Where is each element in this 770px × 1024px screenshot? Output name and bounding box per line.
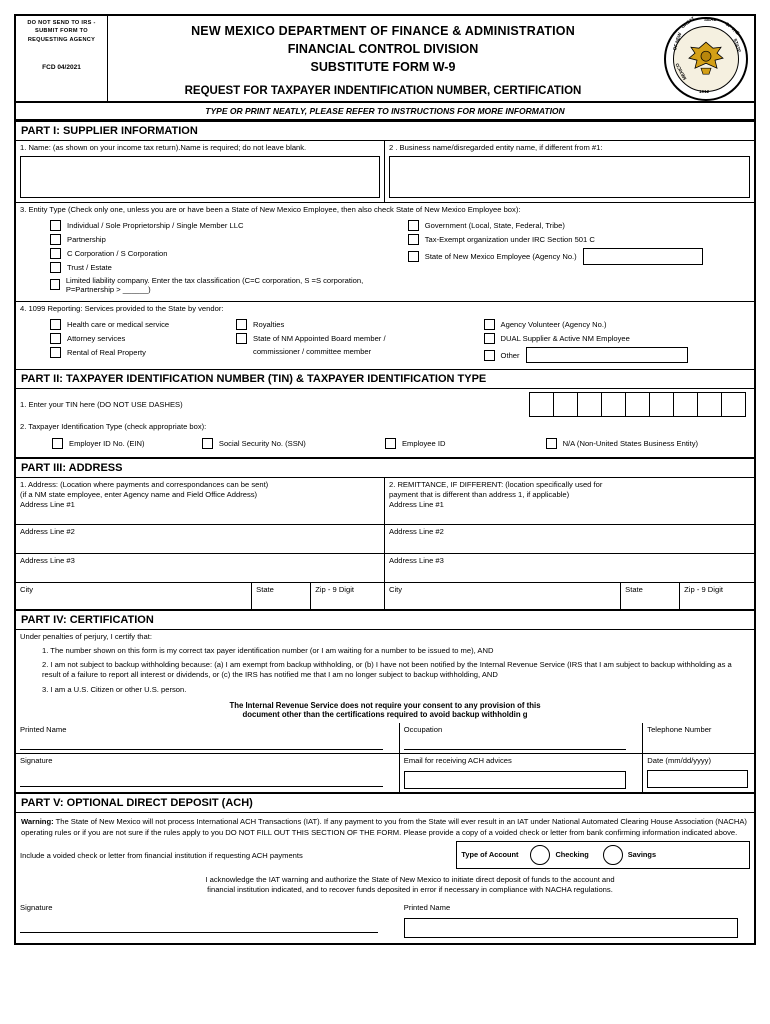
checkbox-icon[interactable]	[408, 251, 419, 262]
address1-line1-label: Address Line #1	[20, 500, 75, 510]
other-input[interactable]	[526, 347, 688, 363]
reporting-option-board-member-cont: commissioner / committee member	[253, 347, 372, 357]
reporting-option-other[interactable]: Other	[484, 347, 754, 363]
ack-line2: financial institution indicated, and to recover funds deposited in error if necessary in compliance with NACHA regulations.	[207, 885, 613, 895]
ach-printed-name-input[interactable]	[404, 918, 738, 938]
address1-zip-label: Zip - 9 Digit	[315, 584, 355, 594]
part3-bar: PART III: ADDRESS	[16, 459, 754, 478]
part2-body	[16, 389, 754, 458]
checking-radio[interactable]	[530, 845, 550, 865]
occupation-input[interactable]	[404, 737, 627, 750]
form-subtitle: REQUEST FOR TAXPAYER INDENTIFICATION NUMBER, CERTIFICATION	[184, 85, 582, 98]
form-header	[16, 16, 754, 103]
business-name-input[interactable]	[389, 156, 750, 198]
ach-warning	[16, 813, 754, 841]
tin-type-ein[interactable]: Employer ID No. (EIN)	[20, 438, 188, 449]
reporting-label: 4. 1099 Reporting: Services provided to the State by vendor:	[20, 304, 224, 314]
header-titles	[108, 16, 658, 101]
tin-cell[interactable]	[625, 392, 650, 417]
entity-option-partnership[interactable]: Partnership	[50, 234, 400, 245]
reporting-option-healthcare[interactable]: Health care or medical service	[50, 319, 230, 330]
entity-option-tax-exempt[interactable]: Tax-Exempt organization under IRC Section 501 C	[408, 234, 754, 245]
address1-line2-label: Address Line #2	[20, 526, 75, 536]
tin-cell[interactable]	[529, 392, 554, 417]
checkbox-icon[interactable]	[385, 438, 396, 449]
checkbox-icon[interactable]	[484, 319, 495, 330]
ach-signature-label: Signature	[20, 903, 53, 913]
address2-state-label: State	[625, 584, 643, 594]
entity-option-corporation[interactable]: C Corporation / S Corporation	[50, 248, 400, 259]
checkbox-icon[interactable]	[50, 220, 61, 231]
address1-head1: 1. Address: (Location where payments and correspondances can be sent)	[20, 479, 269, 489]
reporting-option-board-member[interactable]: State of NM Appointed Board member /	[236, 333, 474, 344]
checkbox-icon[interactable]	[202, 438, 213, 449]
ach-printed-name-label: Printed Name	[403, 903, 451, 913]
reporting-option-attorney[interactable]: Attorney services	[50, 333, 230, 344]
checkbox-icon[interactable]	[50, 234, 61, 245]
savings-radio[interactable]	[603, 845, 623, 865]
certification-item-1: 1. The number shown on this form is my correct tax payer identification number (or I am waiting for a number to be issued to me), AND	[42, 645, 494, 655]
tin-cell[interactable]	[721, 392, 746, 417]
ach-warning-label: Warning:	[21, 816, 54, 826]
address2-line3-label: Address Line #3	[389, 555, 444, 565]
remittance-head2: payment that is different than address 1, if applicable)	[389, 489, 570, 499]
printed-name-label: Printed Name	[20, 724, 67, 734]
tin-type-label: 2. Taxpayer Identification Type (check appropriate box):	[20, 422, 207, 432]
tin-cell[interactable]	[697, 392, 722, 417]
entity-type-label: 3. Entity Type (Check only one, unless you are or have been a State of New Mexico Employee, then also check State of New Mexico Employee box):	[20, 204, 521, 214]
part4-bar: PART IV: CERTIFICATION	[16, 611, 754, 630]
part1-bar: PART I: SUPPLIER INFORMATION	[16, 121, 754, 141]
name-input[interactable]	[20, 156, 380, 198]
form-title: SUBSTITUTE FORM W-9	[310, 60, 456, 75]
date-input[interactable]	[647, 770, 748, 788]
checkbox-icon[interactable]	[408, 220, 419, 231]
reporting-option-rental[interactable]: Rental of Real Property	[50, 347, 230, 358]
entity-option-llc[interactable]: Limited liability company. Enter the tax classification (C=C corporation, S =S corporation, P=Partnership > ______)	[50, 276, 400, 294]
entity-option-nm-employee[interactable]: State of New Mexico Employee (Agency No.)	[408, 248, 754, 265]
part4-body	[16, 630, 754, 794]
tin-input-group[interactable]	[530, 392, 746, 417]
tin-cell[interactable]	[649, 392, 674, 417]
reporting-option-dual-supplier[interactable]: DUAL Supplier & Active NM Employee	[484, 333, 754, 344]
email-label: Email for receiving ACH advices	[403, 755, 512, 765]
business-name-label: 2 . Business name/disregarded entity name, if different from #1:	[389, 143, 603, 153]
entity-type-block	[16, 203, 754, 302]
voided-check-text: Include a voided check or letter from financial institution if requesting ACH payments	[20, 850, 303, 860]
reporting-block	[16, 302, 754, 369]
checkbox-icon[interactable]	[236, 319, 247, 330]
tin-type-employee-id[interactable]: Employee ID	[385, 438, 546, 449]
reporting-option-volunteer[interactable]: Agency Volunteer (Agency No.)	[484, 319, 754, 330]
address1-state-label: State	[256, 584, 274, 594]
ach-signature-input[interactable]	[20, 924, 378, 933]
address1-head2: (if a NM state employee, enter Agency name and Field Office Address)	[20, 489, 258, 499]
checkbox-icon[interactable]	[546, 438, 557, 449]
irs-notice-line1: The Internal Revenue Service does not require your consent to any provision of this	[229, 700, 541, 710]
state-seal-icon: GREAT SEAL OF THE STATE OF NEW MEXICO 1912	[664, 17, 748, 101]
certification-intro: Under penalties of perjury, I certify that:	[20, 631, 152, 641]
tin-label: 1. Enter your TIN here (DO NOT USE DASHES)	[20, 399, 183, 409]
checkbox-icon[interactable]	[50, 248, 61, 259]
part3-body	[16, 478, 754, 611]
signature-input[interactable]	[20, 778, 383, 787]
address2-city-label: City	[388, 584, 403, 594]
form-tagline: TYPE OR PRINT NEATLY, PLEASE REFER TO INSTRUCTIONS FOR MORE INFORMATION	[16, 103, 754, 121]
tin-cell[interactable]	[601, 392, 626, 417]
entity-option-individual[interactable]: Individual / Sole Proprietorship / Single Member LLC	[50, 220, 400, 231]
remittance-head1: 2. REMITTANCE, IF DIFFERENT: (location specifically used for	[389, 479, 603, 489]
certification-item-2: 2. I am not subject to backup withholding because: (a) I am exempt from backup withholding, or (b) I have not been notified by the Internal Revenue Service (IRS that I am subject to backup withholding as a result of a failure to report all interest or dividends, or (c) the IRS has notified me that I am no longer subject to backup withholding, AND	[42, 660, 732, 680]
tin-cell[interactable]	[673, 392, 698, 417]
certification-item-3: 3. I am a U.S. Citizen or other U.S. person.	[42, 684, 187, 694]
part1-names-row	[16, 141, 754, 202]
part5-bar: PART V: OPTIONAL DIRECT DEPOSIT (ACH)	[16, 794, 754, 813]
division-title: FINANCIAL CONTROL DIVISION	[287, 42, 479, 57]
checkbox-icon[interactable]	[50, 279, 60, 290]
tin-cell[interactable]	[553, 392, 578, 417]
header-seal-block	[658, 16, 754, 101]
checkbox-icon[interactable]	[50, 347, 61, 358]
name-label: 1. Name: (as shown on your income tax return).Name is required; do not leave blank.	[20, 143, 307, 153]
header-left-note-block	[16, 16, 108, 101]
address2-line2-label: Address Line #2	[389, 526, 444, 536]
checkbox-icon[interactable]	[484, 350, 495, 361]
address2-line1-label: Address Line #1	[389, 500, 444, 510]
entity-option-trust-estate[interactable]: Trust / Estate	[50, 262, 400, 273]
address1-line3-label: Address Line #3	[20, 555, 75, 565]
address2-zip-label: Zip - 9 Digit	[684, 584, 723, 594]
agency-no-input[interactable]	[583, 248, 703, 265]
tin-cell[interactable]	[577, 392, 602, 417]
checkbox-icon[interactable]	[50, 262, 61, 273]
address1-city-label: City	[20, 584, 34, 594]
occupation-label: Occupation	[403, 724, 443, 734]
email-input[interactable]	[404, 771, 627, 789]
printed-name-input[interactable]	[20, 737, 383, 750]
form-code: FCD 04/2021	[42, 64, 81, 72]
checkbox-icon[interactable]	[50, 319, 61, 330]
entity-option-government[interactable]: Government (Local, State, Federal, Tribe)	[408, 220, 754, 231]
reporting-option-royalties[interactable]: Royalties	[236, 319, 474, 330]
ack-line1: I acknowledge the IAT warning and authorize the State of New Mexico to initiate direct deposit of funds to the account and	[205, 874, 615, 884]
checkbox-icon[interactable]	[52, 438, 63, 449]
tin-type-ssn[interactable]: Social Security No. (SSN)	[188, 438, 385, 449]
seal-year: 1912	[699, 88, 710, 94]
checkbox-icon[interactable]	[236, 333, 247, 344]
tin-type-na[interactable]: N/A (Non-United States Business Entity)	[546, 438, 750, 449]
account-type-label: Type of Account	[461, 850, 519, 860]
checking-label: Checking	[555, 850, 589, 860]
part5-body	[16, 813, 754, 944]
agency-title: NEW MEXICO DEPARTMENT OF FINANCE & ADMINISTRATION	[191, 24, 575, 38]
part2-bar: PART II: TAXPAYER IDENTIFICATION NUMBER (TIN) & TAXPAYER IDENTIFICATION TYPE	[16, 369, 754, 389]
ach-warning-text: The State of New Mexico will not process International ACH Transactions (IAT). If any payment to you from the State will ever result in an IAT under National Automated Clearing House Association (NACHA) operating rules or if you are not sure if the rules apply to you DO NOT FILL OUT THIS SECTION OF THE FORM. Please provide a copy of a voided check or letter from bank confirming information indicated above.	[21, 816, 747, 837]
do-not-send-note: DO NOT SEND TO IRS - SUBMIT FORM TO REQUESTING AGENCY	[27, 20, 96, 43]
irs-notice-line2: document other than the certifications required to avoid backup withholdin g	[242, 709, 528, 719]
checkbox-icon[interactable]	[50, 333, 61, 344]
checkbox-icon[interactable]	[408, 234, 419, 245]
w9-form	[14, 14, 756, 945]
date-label: Date (mm/dd/yyyy)	[647, 755, 711, 765]
signature-label: Signature	[20, 755, 53, 765]
checkbox-icon[interactable]	[484, 333, 495, 344]
telephone-label: Telephone Number	[647, 724, 712, 734]
savings-label: Savings	[627, 850, 657, 860]
